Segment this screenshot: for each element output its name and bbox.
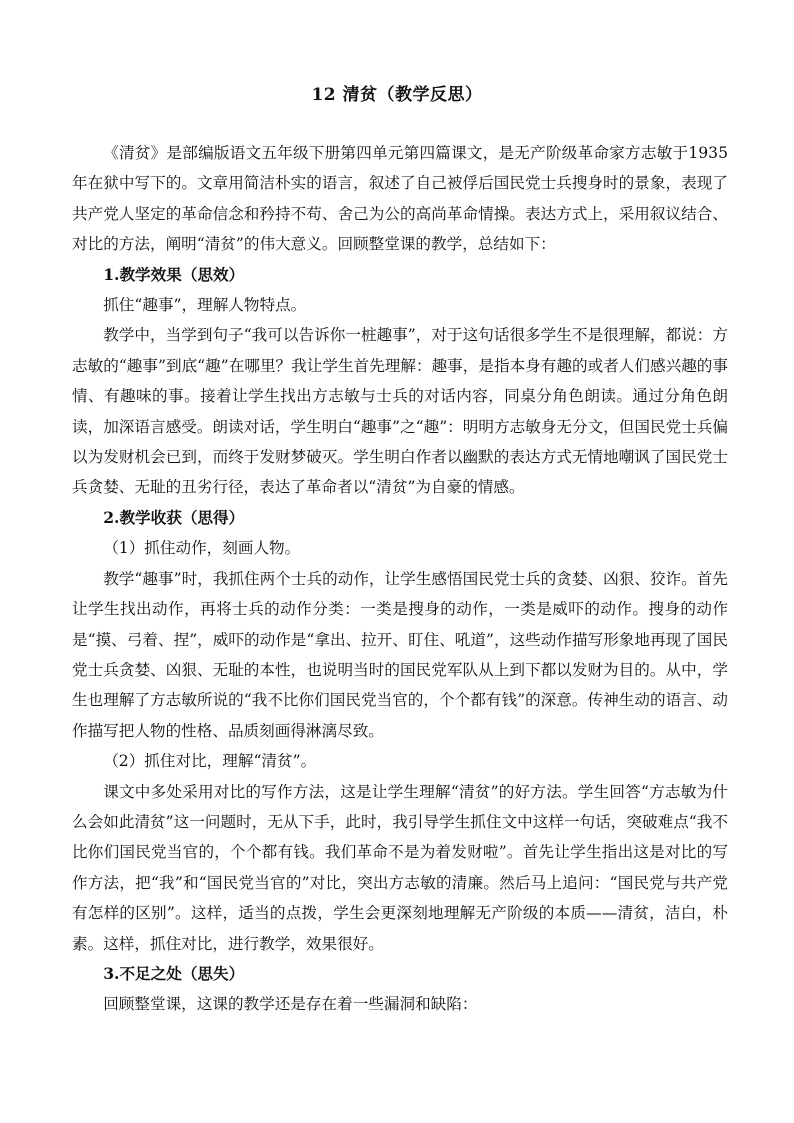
paragraph-contrast-detail: 课文中多处采用对比的写作方法，这是让学生理解“清贫”的好方法。学生回答“方志敏为什么会如此清贫”这一问题时，无从下手，此时，我引导学生抓住文中这样一句话，突破难点“我不比你们国民党当官的，个个都有钱。我们革命不是为着发财啦”。首先让学生指出这是对比的写作方法，把“我”和“国民党当官的”对比，突出方志敏的清廉。然后马上追问：“国民党与共产党有怎样的区别”。这样，适当的点拨，学生会更深刻地理解无产阶级的本质——清贫，洁白，朴素。这样，抓住对比，进行教学，效果很好。 xyxy=(72,782,728,953)
paragraph-effect-detail: 教学中，当学到句子“我可以告诉你一桩趣事”，对于这句话很多学生不是很理解，都说：方志敏的“趣事”到底“趣”在哪里？我让学生首先理解：趣事，是指本身有趣的或者人们感兴趣的事情、有趣味的事。接着让学生找出方志敏与士兵的对话内容，同桌分角色朗读。通过分角色朗读，加深语言感受。朗读对话，学生明白“趣事”之“趣”：明明方志敏身无分文，但国民党士兵偏以为发财机会已到，而终于发财梦破灭。学生明白作者以幽默的表达方式无情地嘲讽了国民党士兵贪婪、无耻的丑劣行径，表达了革命者以“清贫”为自豪的情感。 xyxy=(72,326,728,497)
section-heading-shortcomings: 3.不足之处（思失） xyxy=(103,963,245,983)
section-subheading-contrast: （2）抓住对比，理解“清贫”。 xyxy=(103,752,317,771)
section-heading-effect: 1.教学效果（思效） xyxy=(103,264,245,284)
document-body xyxy=(72,138,728,1020)
section-heading-gains: 2.教学收获（思得） xyxy=(103,507,245,527)
paragraph-actions-detail: 教学“趣事”时，我抓住两个士兵的动作，让学生感悟国民党士兵的贪婪、凶狠、狡诈。首先让学生找出动作，再将士兵的动作分类：一类是搜身的动作，一类是威吓的动作。搜身的动作是“摸、弓着、捏”，威吓的动作是“拿出、拉开、盯住、吼道”，这些动作描写形象地再现了国民党士兵贪婪、凶狠、无耻的本性，也说明当时的国民党军队从上到下都以发财为目的。从中，学生也理解了方志敏所说的“我不比你们国民党当官的，个个都有钱”的深意。传神生动的语言、动作描写把人物的性格、品质刻画得淋漓尽致。 xyxy=(72,569,728,740)
paragraph-shortcomings-intro: 回顾整堂课，这课的教学还是存在着一些漏洞和缺陷： xyxy=(103,995,478,1014)
page-title: 12 清贫（教学反思） xyxy=(311,85,483,105)
intro-paragraph: 《清贫》是部编版语文五年级下册第四单元第四篇课文，是无产阶级革命家方志敏于1935年在狱中写下的。文章用简洁朴实的语言，叙述了自己被俘后国民党士兵搜身时的景象，表现了共产党人坚定的革命信念和矜持不苟、舍己为公的高尚革命情操。表达方式上，采用叙议结合、对比的方法，阐明“清贫”的伟大意义。回顾整堂课的教学，总结如下： xyxy=(72,144,728,254)
section-subheading-actions: （1）抓住动作，刻画人物。 xyxy=(103,539,301,558)
section-subheading-interesting-event: 抓住“趣事”，理解人物特点。 xyxy=(103,296,307,315)
